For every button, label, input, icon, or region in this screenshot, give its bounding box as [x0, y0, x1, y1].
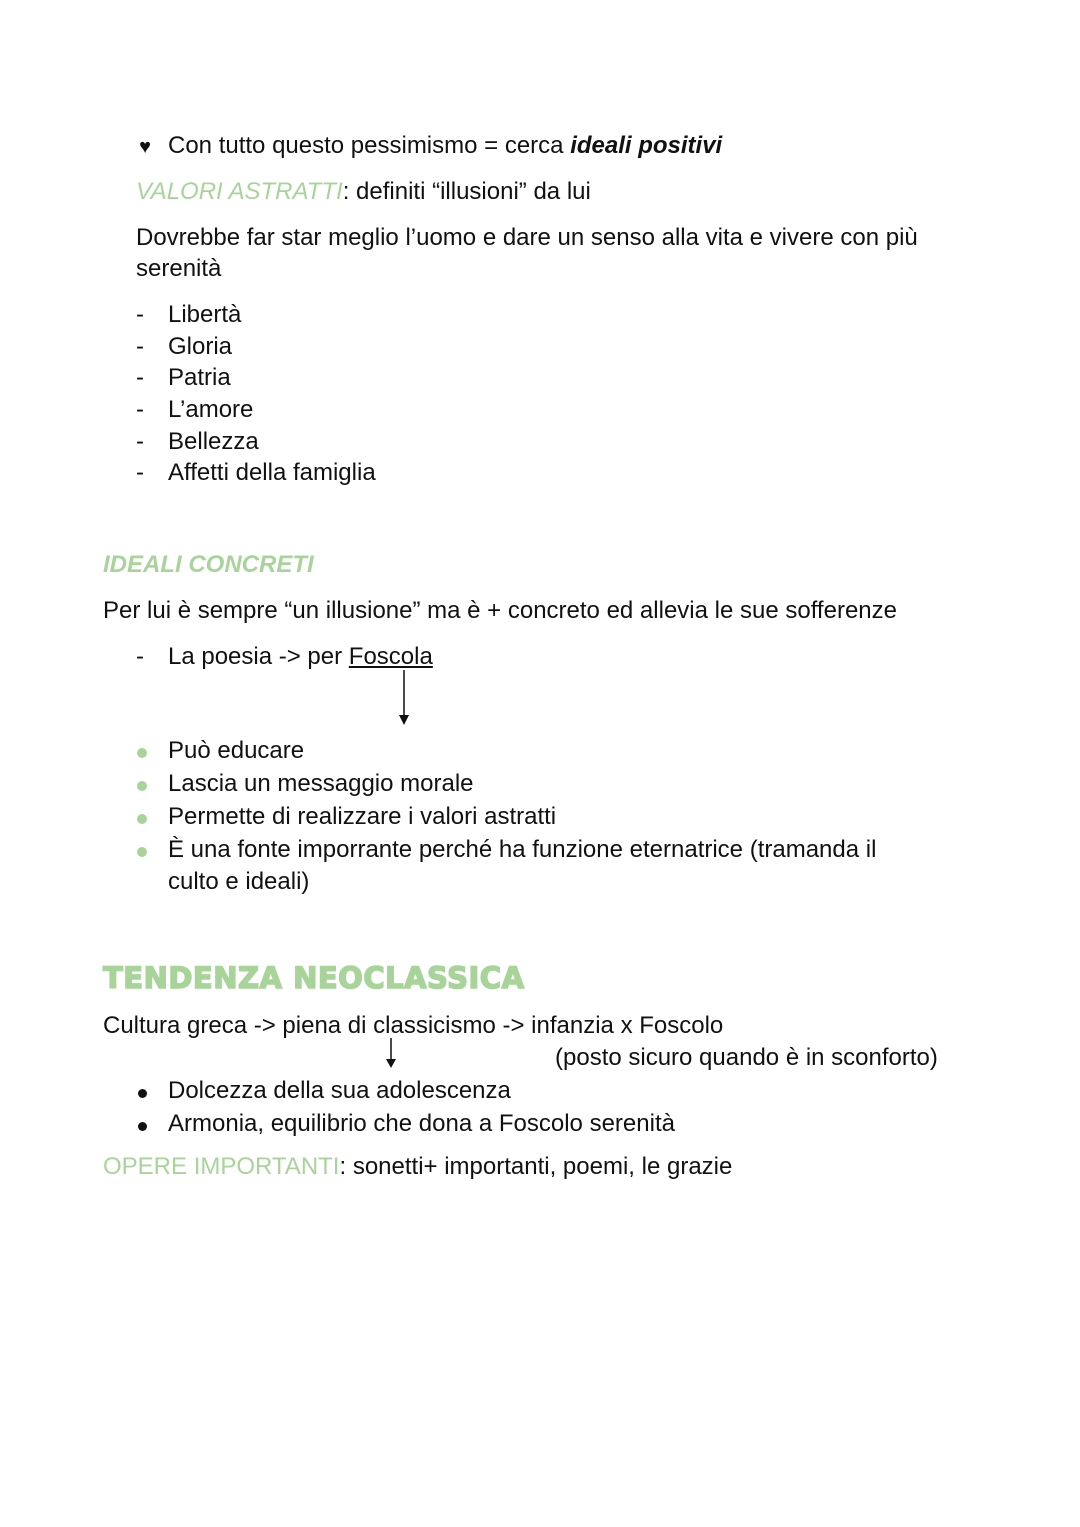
paragraph-line-1: Dovrebbe far star meglio l’uomo e dare un senso alla vita e vivere con più	[136, 224, 918, 251]
tendenza-neoclassica-heading: TENDENZA NEOCLASSICA	[103, 961, 525, 995]
list-item-continuation: culto e ideali)	[168, 868, 310, 895]
list-item: Affetti della famiglia	[168, 459, 376, 486]
dash-marker: -	[136, 428, 144, 455]
valori-astratti-label: VALORI ASTRATTI	[136, 178, 343, 205]
dash-marker: -	[136, 459, 144, 486]
dash-marker: -	[136, 364, 144, 391]
cultura-greca-line: Cultura greca -> piena di classicismo -> infanzia x Foscolo	[103, 1012, 724, 1039]
black-bullet-icon	[127, 1110, 157, 1138]
green-bullet-icon	[127, 803, 157, 831]
list-item: Armonia, equilibrio che dona a Foscolo serenità	[168, 1110, 675, 1137]
paragraph-line-2: serenità	[136, 255, 222, 282]
opere-importanti-line	[103, 1151, 732, 1183]
dash-marker: -	[136, 301, 144, 328]
list-item: Patria	[168, 364, 231, 391]
valori-astratti-line	[136, 176, 591, 208]
list-item: L’amore	[168, 396, 254, 423]
poesia-item-prefix: La poesia -> per	[168, 643, 349, 670]
black-bullet-icon	[127, 1077, 157, 1105]
heart-bullet-text	[168, 130, 722, 162]
dash-marker: -	[136, 396, 144, 423]
down-arrow-icon	[384, 1038, 398, 1070]
green-bullet-icon	[127, 770, 157, 798]
poesia-item	[168, 641, 433, 673]
heart-bullet-plain: Con tutto questo pessimismo = cerca	[168, 132, 571, 159]
list-item: Lascia un messaggio morale	[168, 770, 474, 797]
list-item: Gloria	[168, 333, 233, 360]
list-item: Libertà	[168, 301, 242, 328]
ideali-concreti-heading: IDEALI CONCRETI	[103, 551, 314, 578]
list-item: Bellezza	[168, 428, 259, 455]
heart-bullet-emphasis: ideali positivi	[570, 132, 723, 159]
opere-importanti-label: OPERE IMPORTANTI	[103, 1153, 340, 1180]
list-item: È una fonte imporrante perché ha funzione eternatrice (tramanda il	[168, 836, 877, 863]
green-bullet-icon	[127, 737, 157, 765]
dash-marker: -	[136, 643, 144, 670]
green-bullet-icon	[127, 836, 157, 864]
down-arrow-icon	[396, 670, 412, 726]
heart-icon: ♥	[139, 136, 151, 158]
list-item: Può educare	[168, 737, 305, 764]
list-item: Dolcezza della sua adolescenza	[168, 1077, 511, 1104]
list-item: Permette di realizzare i valori astratti	[168, 803, 557, 830]
valori-astratti-rest: : definiti “illusioni” da lui	[342, 178, 591, 205]
posto-sicuro-line: (posto sicuro quando è in sconforto)	[555, 1044, 938, 1071]
ideali-intro: Per lui è sempre “un illusione” ma è + concreto ed allevia le sue sofferenze	[103, 597, 897, 624]
foscola-link: Foscola	[348, 643, 433, 670]
opere-importanti-rest: : sonetti+ importanti, poemi, le grazie	[339, 1153, 733, 1180]
dash-marker: -	[136, 333, 144, 360]
